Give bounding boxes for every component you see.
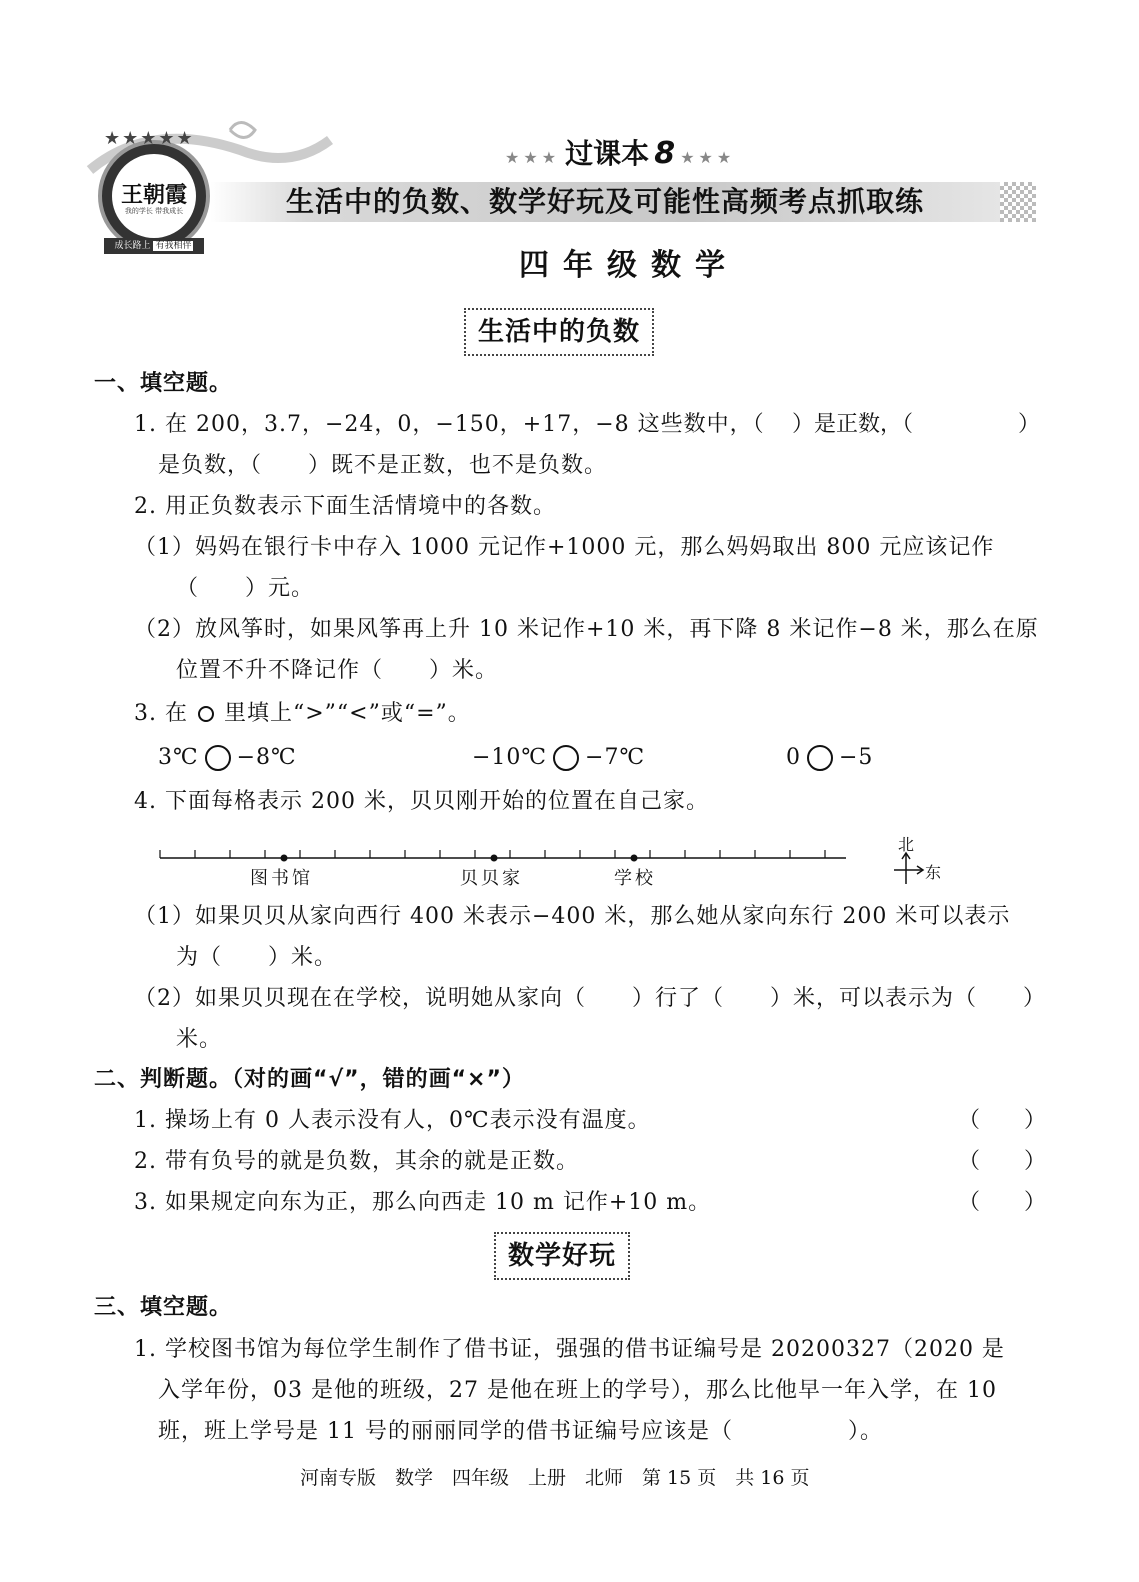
q4-1-line2: 为（ ）米。 bbox=[176, 945, 338, 970]
q3-item-b bbox=[472, 744, 645, 772]
logo-badge bbox=[98, 140, 210, 252]
answer-circle-c[interactable] bbox=[807, 745, 833, 771]
stars-left: ★★★ bbox=[505, 148, 561, 167]
circle-icon bbox=[198, 706, 214, 722]
compass-arrow-icon bbox=[890, 850, 930, 890]
compass-north: 北 bbox=[898, 835, 915, 854]
section-title-negatives: 生活中的负数 bbox=[464, 308, 654, 356]
label-home: 贝贝家 bbox=[460, 868, 523, 889]
logo-name: 王朝霞 bbox=[120, 183, 187, 208]
p3-q1-line3: 班，班上学号是 11 号的丽丽同学的借书证编号应该是（ ）。 bbox=[158, 1419, 883, 1444]
label-school: 学校 bbox=[614, 868, 656, 889]
q4-1-line1: （1）如果贝贝从家向西行 400 米表示−400 米，那么她从家向东行 200 米可以表示 bbox=[134, 904, 1011, 929]
q3-b-left: −10℃ bbox=[472, 745, 548, 770]
logo-stars: ★★★★★ bbox=[104, 128, 195, 149]
q3-b-right: −7℃ bbox=[585, 745, 646, 770]
q3-prefix: 3. 在 bbox=[134, 701, 188, 726]
q3-suffix: 里填上“>”“<”或“=”。 bbox=[223, 701, 471, 726]
judge-item-1: 1. 操场上有 0 人表示没有人，0℃表示没有温度。 bbox=[134, 1108, 651, 1133]
p3-q1-line2: 入学年份，03 是他的班级，27 是他在班上的学号），那么比他早一年入学，在 10 bbox=[158, 1378, 997, 1403]
q1-mid: ）是正数，（ bbox=[792, 412, 914, 437]
q2-1-line1: （1）妈妈在银行卡中存入 1000 元记作+1000 元，那么妈妈取出 800 元应该记作 bbox=[134, 535, 995, 560]
judge-paren-2[interactable]: （ ） bbox=[958, 1149, 1047, 1174]
section-title-math-fun: 数学好玩 bbox=[494, 1232, 630, 1280]
q2-1-line2: （ ）元。 bbox=[176, 576, 315, 601]
logo-sub: 我的学长 带我成长 bbox=[124, 207, 184, 215]
q3-item-c bbox=[786, 744, 873, 772]
part1-heading: 一、填空题。 bbox=[94, 371, 233, 396]
q1-end: ） bbox=[1018, 412, 1041, 437]
q3 bbox=[134, 700, 471, 728]
answer-circle-b[interactable] bbox=[553, 745, 579, 771]
stars-right: ★★★ bbox=[680, 148, 736, 167]
q3-a-right: −8℃ bbox=[236, 745, 297, 770]
main-title: 生活中的负数、数学好玩及可能性高频考点抓取练 bbox=[286, 185, 925, 218]
answer-circle-a[interactable] bbox=[205, 745, 231, 771]
series-title-row bbox=[505, 132, 736, 171]
q4-2-line2: 米。 bbox=[176, 1027, 223, 1052]
compass-east: 东 bbox=[925, 863, 942, 882]
q1-line2: 是负数，（ ）既不是正数，也不是负数。 bbox=[158, 453, 608, 478]
q3-c-right: −5 bbox=[839, 745, 874, 770]
series-number: 8 bbox=[654, 136, 676, 171]
q3-a-left: 3℃ bbox=[158, 745, 199, 770]
q3-c-left: 0 bbox=[786, 745, 801, 770]
grade-subject: 四年级数学 bbox=[519, 248, 739, 283]
q4-2-line1: （2）如果贝贝现在在学校，说明她从家向（ ）行了（ ）米，可以表示为（ ） bbox=[134, 986, 1047, 1011]
p3-q1-line1: 1. 学校图书馆为每位学生制作了借书证，强强的借书证编号是 20200327（2020 是 bbox=[134, 1337, 1005, 1362]
part3-heading: 三、填空题。 bbox=[94, 1295, 233, 1320]
judge-item-3: 3. 如果规定向东为正，那么向西走 10 m 记作+10 m。 bbox=[134, 1190, 712, 1215]
logo-ribbon bbox=[104, 238, 204, 254]
logo-ribbon-left: 成长路上 bbox=[114, 241, 151, 251]
q1-line1: 1. 在 200，3.7，−24，0，−150，+17，−8 这些数中，（ bbox=[134, 412, 765, 437]
series-title: 过课本 bbox=[565, 137, 650, 170]
q2-2-line2: 位置不升不降记作（ ）米。 bbox=[176, 658, 499, 683]
footer: 河南专版 数学 四年级 上册 北师 第 15 页 共 16 页 bbox=[300, 1467, 810, 1489]
q2: 2. 用正负数表示下面生活情境中的各数。 bbox=[134, 494, 556, 519]
header-checker bbox=[1000, 182, 1036, 222]
label-library: 图书馆 bbox=[250, 868, 313, 889]
logo-ribbon-right: 有我相伴 bbox=[155, 241, 192, 251]
library-dot bbox=[281, 855, 288, 862]
judge-paren-3[interactable]: （ ） bbox=[958, 1190, 1047, 1215]
part2-heading: 二、判断题。（对的画“√”，错的画“×”） bbox=[94, 1067, 525, 1092]
judge-item-2: 2. 带有负号的就是负数，其余的就是正数。 bbox=[134, 1149, 579, 1174]
home-dot bbox=[491, 855, 498, 862]
judge-paren-1[interactable]: （ ） bbox=[958, 1108, 1047, 1133]
q3-item-a bbox=[158, 744, 297, 772]
school-dot bbox=[631, 855, 638, 862]
q4: 4. 下面每格表示 200 米，贝贝刚开始的位置在自己家。 bbox=[134, 789, 709, 814]
q2-2-line1: （2）放风筝时，如果风筝再上升 10 米记作+10 米，再下降 8 米记作−8 米，那么在原 bbox=[134, 617, 1039, 642]
